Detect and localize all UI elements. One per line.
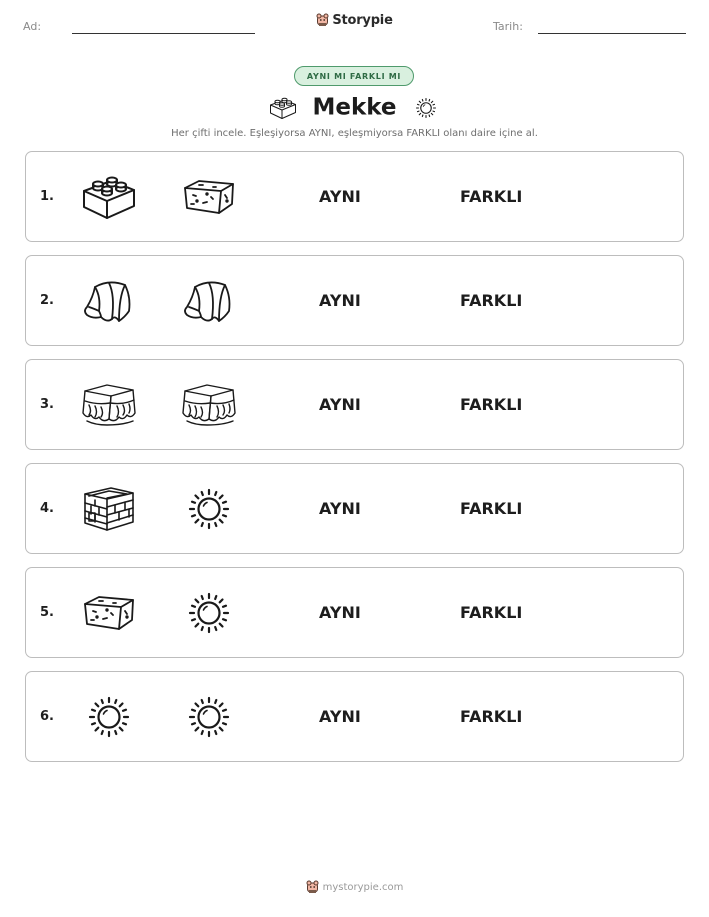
row-number: 1. [40, 189, 54, 204]
option-different[interactable]: FARKLI [460, 395, 523, 414]
exercise-row [25, 463, 684, 554]
sun-icon [79, 693, 139, 741]
kaaba-icon [79, 381, 139, 429]
name-line[interactable] [72, 33, 255, 34]
footer [0, 880, 709, 894]
exercise-row [25, 255, 684, 346]
sun-icon [179, 485, 239, 533]
row-number: 3. [40, 397, 54, 412]
option-same[interactable]: AYNI [319, 187, 361, 206]
brand-name: Storypie [332, 13, 393, 28]
worksheet-badge: AYNI MI FARKLI MI [294, 66, 414, 86]
lego-brick-icon [79, 173, 139, 221]
page-title [0, 90, 709, 125]
stone-block-icon [179, 173, 239, 221]
exercise-row [25, 151, 684, 242]
option-same[interactable]: AYNI [319, 603, 361, 622]
lego-brick-icon [268, 96, 298, 120]
exercise-row [25, 567, 684, 658]
option-different[interactable]: FARKLI [460, 499, 523, 518]
draped-cloth-icon [79, 277, 139, 325]
footer-url[interactable]: mystorypie.com [322, 882, 404, 893]
option-same[interactable]: AYNI [319, 291, 361, 310]
exercise-row [25, 671, 684, 762]
kaaba-icon [179, 381, 239, 429]
sun-icon [179, 589, 239, 637]
mascot-icon [306, 880, 319, 894]
row-number: 5. [40, 605, 54, 620]
date-line[interactable] [538, 33, 686, 34]
option-same[interactable]: AYNI [319, 499, 361, 518]
draped-cloth-icon [179, 277, 239, 325]
mascot-icon [316, 13, 329, 27]
option-different[interactable]: FARKLI [460, 603, 523, 622]
option-same[interactable]: AYNI [319, 707, 361, 726]
sun-icon [179, 693, 239, 741]
date-label: Tarih: [493, 20, 523, 33]
title-text: Mekke [312, 94, 397, 121]
instructions: Her çifti incele. Eşleşiyorsa AYNI, eşleşmiyorsa FARKLI olanı daire içine al. [171, 128, 538, 139]
brick-wall-icon [79, 485, 139, 533]
exercise-row [25, 359, 684, 450]
option-different[interactable]: FARKLI [460, 291, 523, 310]
brand-logo [0, 13, 709, 28]
name-label: Ad: [23, 20, 42, 33]
option-different[interactable]: FARKLI [460, 187, 523, 206]
row-number: 2. [40, 293, 54, 308]
option-same[interactable]: AYNI [319, 395, 361, 414]
row-number: 4. [40, 501, 54, 516]
sun-icon [411, 96, 441, 120]
option-different[interactable]: FARKLI [460, 707, 523, 726]
row-number: 6. [40, 709, 54, 724]
stone-block-icon [79, 589, 139, 637]
